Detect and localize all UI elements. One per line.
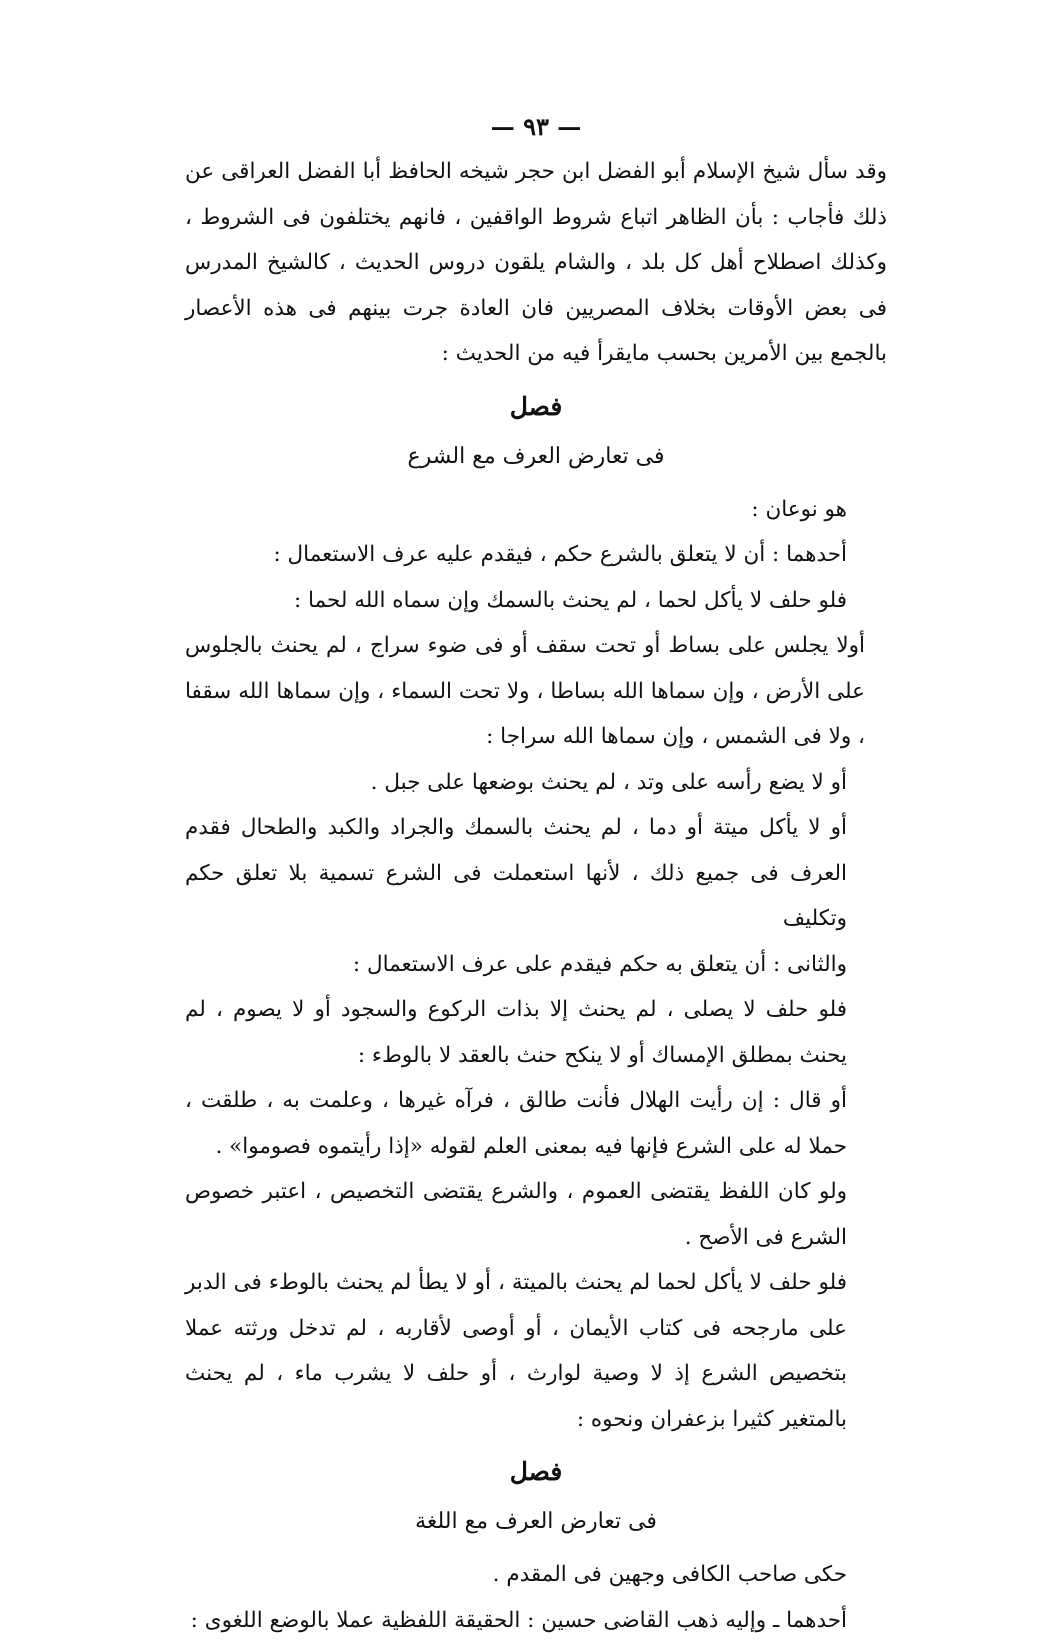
paragraph: أحدهما ـ وإليه ذهب القاضى حسين : الحقيقة اللفظية عملا بالوضع اللغوى :	[185, 1598, 887, 1643]
paragraph: والثانى : أن يتعلق به حكم فيقدم على عرف الاستعمال :	[185, 942, 887, 988]
paragraph: أولا يجلس على بساط أو تحت سقف أو فى ضوء سراج ، لم يحنث بالجلوس على الأرض ، وإن سماها الله بساطا ، ولا تحت السماء ، وإن سماها الله سقفا ، ولا فى الشمس ، وإن سماها الله سراجا :	[185, 623, 887, 760]
paragraph: فلو حلف لا يأكل لحما ، لم يحنث بالسمك وإن سماه الله لحما :	[185, 578, 887, 624]
page-number: — ٩٣ —	[185, 112, 887, 141]
paragraph: أو لا يضع رأسه على وتد ، لم يحنث بوضعها على جبل .	[185, 760, 887, 806]
paragraph: هو نوعان :	[185, 487, 887, 533]
section-subheading: فى تعارض العرف مع الشرع	[185, 433, 887, 481]
section-heading: فصل	[185, 1446, 887, 1498]
paragraph-intro: وقد سأل شيخ الإسلام أبو الفضل ابن حجر شيخه الحافظ أبا الفضل العراقى عن ذلك فأجاب : بأن الظاهر اتباع شروط الواقفين ، فانهم يختلفون فى الشروط ، وكذلك اصطلاح أهل كل بلد ، والشام يلقون دروس الحديث ، كالشيخ المدرس فى بعض الأوقات بخلاف المصريين فان العادة جرت بينهم فى هذه الأعصار بالجمع بين الأمرين بحسب مايقرأ فيه من الحديث :	[185, 149, 887, 377]
paragraph: فلو حلف لا يصلى ، لم يحنث إلا بذات الركوع والسجود أو لا يصوم ، لم يحنث بمطلق الإمساك أو لا ينكح حنث بالعقد لا بالوطء :	[185, 987, 887, 1078]
paragraph: أو لا يأكل ميتة أو دما ، لم يحنث بالسمك والجراد والكبد والطحال فقدم العرف فى جميع ذلك ، لأنها استعملت فى الشرع تسمية بلا تعلق حكم وتكليف	[185, 805, 887, 942]
paragraph: حكى صاحب الكافى وجهين فى المقدم .	[185, 1552, 887, 1598]
section-heading: فصل	[185, 381, 887, 433]
paragraph: أحدهما : أن لا يتعلق بالشرع حكم ، فيقدم عليه عرف الاستعمال :	[185, 532, 887, 578]
paragraph: فلو حلف لا يأكل لحما لم يحنث بالميتة ، أو لا يطأ لم يحنث بالوطء فى الدبر على مارجحه فى كتاب الأيمان ، أو أوصى لأقاربه ، لم تدخل ورثته عملا بتخصيص الشرع إذ لا وصية لوارث ، أو حلف لا يشرب ماء ، لم يحنث بالمتغير كثيرا بزعفران ونحوه :	[185, 1260, 887, 1442]
paragraph: ولو كان اللفظ يقتضى العموم ، والشرع يقتضى التخصيص ، اعتبر خصوص الشرع فى الأصح .	[185, 1169, 887, 1260]
section-subheading: فى تعارض العرف مع اللغة	[185, 1498, 887, 1546]
paragraph: أو قال : إن رأيت الهلال فأنت طالق ، فرآه غيرها ، وعلمت به ، طلقت ، حملا له على الشرع فإنها فيه بمعنى العلم لقوله «إذا رأيتموه فصوموا» .	[185, 1078, 887, 1169]
